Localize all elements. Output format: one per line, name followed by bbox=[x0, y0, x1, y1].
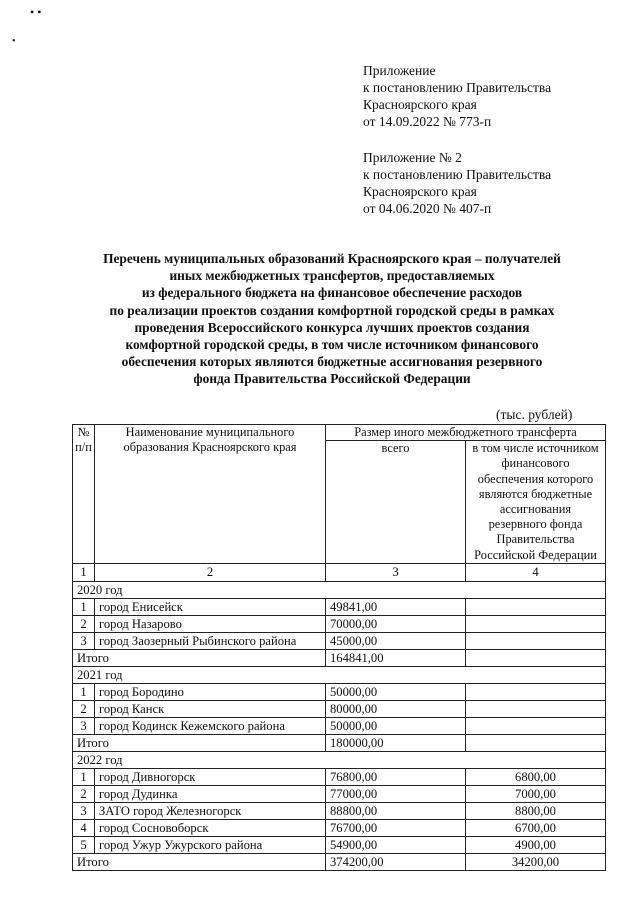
title-line: Перечень муниципальных образований Красноярского края – получателей bbox=[103, 251, 561, 266]
total-label: Итого bbox=[73, 649, 326, 666]
row-number: 2 bbox=[73, 700, 95, 717]
municipality-name: город Енисейск bbox=[95, 598, 326, 615]
table-row bbox=[73, 785, 606, 802]
header-name: Наименование муниципального образования Красноярского края bbox=[95, 425, 326, 564]
year-label: 2022 год bbox=[73, 751, 606, 768]
annex-line: Приложение № 2 bbox=[363, 150, 462, 165]
table-row bbox=[73, 632, 606, 649]
total-row bbox=[73, 853, 606, 870]
municipality-name: город Назарово bbox=[95, 615, 326, 632]
row-number: 1 bbox=[73, 598, 95, 615]
row-number: 2 bbox=[73, 785, 95, 802]
sum-reserve bbox=[466, 649, 606, 666]
municipality-name: город Канск bbox=[95, 700, 326, 717]
annex-line: от 14.09.2022 № 773-п bbox=[363, 114, 492, 129]
annex-line: Красноярского края bbox=[363, 97, 477, 112]
amount-total: 77000,00 bbox=[326, 785, 466, 802]
header-total: всего bbox=[326, 441, 466, 564]
sum-reserve bbox=[466, 734, 606, 751]
amount-reserve: 7000,00 bbox=[466, 785, 606, 802]
scan-speck: • bbox=[12, 36, 16, 47]
annex-line: Красноярского края bbox=[363, 184, 477, 199]
year-label: 2021 год bbox=[73, 666, 606, 683]
amount-reserve: 8800,00 bbox=[466, 802, 606, 819]
amount-reserve: 4900,00 bbox=[466, 836, 606, 853]
column-number: 2 bbox=[95, 563, 326, 581]
municipality-name: город Ужур Ужурского района bbox=[95, 836, 326, 853]
scan-speck: • • bbox=[30, 5, 42, 19]
table-row bbox=[73, 836, 606, 853]
annex-line: от 04.06.2020 № 407-п bbox=[363, 201, 492, 216]
amount-reserve bbox=[466, 717, 606, 734]
column-number: 1 bbox=[73, 563, 95, 581]
amount-total: 76800,00 bbox=[326, 768, 466, 785]
table-row bbox=[73, 819, 606, 836]
title-line: комфортной городской среды, в том числе источником финансового bbox=[125, 337, 539, 353]
amount-total: 54900,00 bbox=[326, 836, 466, 853]
annex-line: Приложение bbox=[363, 63, 436, 78]
table-row bbox=[73, 802, 606, 819]
header-number: № п/п bbox=[73, 425, 95, 564]
row-number: 5 bbox=[73, 836, 95, 853]
amount-total: 49841,00 bbox=[326, 598, 466, 615]
sum-total: 180000,00 bbox=[326, 734, 466, 751]
column-number: 3 bbox=[326, 563, 466, 581]
title-line: фонда Правительства Российской Федерации bbox=[193, 371, 471, 387]
table-row bbox=[73, 768, 606, 785]
amount-reserve: 6800,00 bbox=[466, 768, 606, 785]
row-number: 1 bbox=[73, 768, 95, 785]
amount-total: 70000,00 bbox=[326, 615, 466, 632]
amount-reserve: 6700,00 bbox=[466, 819, 606, 836]
municipality-name: город Дудинка bbox=[95, 785, 326, 802]
sum-reserve: 34200,00 bbox=[466, 853, 606, 870]
sum-total: 164841,00 bbox=[326, 649, 466, 666]
amount-reserve bbox=[466, 615, 606, 632]
transfers-table bbox=[72, 424, 606, 871]
row-number: 3 bbox=[73, 802, 95, 819]
total-label: Итого bbox=[73, 853, 326, 870]
municipality-name: город Сосновоборск bbox=[95, 819, 326, 836]
header-size: Размер иного межбюджетного трансферта bbox=[326, 425, 606, 441]
municipality-name: ЗАТО город Железногорск bbox=[95, 802, 326, 819]
document-title bbox=[62, 250, 602, 388]
units-label: (тыс. рублей) bbox=[496, 407, 573, 422]
total-label: Итого bbox=[73, 734, 326, 751]
table-row bbox=[73, 717, 606, 734]
table-row bbox=[73, 700, 606, 717]
amount-reserve bbox=[466, 598, 606, 615]
amount-total: 76700,00 bbox=[326, 819, 466, 836]
amount-reserve bbox=[466, 632, 606, 649]
year-row bbox=[73, 751, 606, 768]
year-label: 2020 год bbox=[73, 581, 606, 598]
table-row bbox=[73, 683, 606, 700]
row-number: 3 bbox=[73, 717, 95, 734]
amount-total: 50000,00 bbox=[326, 717, 466, 734]
row-number: 1 bbox=[73, 683, 95, 700]
amount-total: 88800,00 bbox=[326, 802, 466, 819]
amount-total: 80000,00 bbox=[326, 700, 466, 717]
annex-header-2 bbox=[363, 149, 551, 217]
title-line: иных межбюджетных трансфертов, предоставляемых bbox=[169, 268, 495, 284]
header-reserve: в том числе источником финансового обеспечения которого являются бюджетные ассигнования резервного фонда Правительства Российской Федерации bbox=[466, 441, 606, 564]
row-number: 2 bbox=[73, 615, 95, 632]
table-row bbox=[73, 615, 606, 632]
total-row bbox=[73, 734, 606, 751]
amount-total: 50000,00 bbox=[326, 683, 466, 700]
title-line: по реализации проектов создания комфортной городской среды в рамках bbox=[109, 302, 555, 318]
annex-header-1 bbox=[363, 62, 551, 130]
table-body bbox=[73, 563, 606, 870]
municipality-name: город Заозерный Рыбинского района bbox=[95, 632, 326, 649]
amount-reserve bbox=[466, 683, 606, 700]
amount-reserve bbox=[466, 700, 606, 717]
municipality-name: город Бородино bbox=[95, 683, 326, 700]
title-line: из федерального бюджета на финансовое обеспечение расходов bbox=[141, 285, 523, 301]
table-row bbox=[73, 598, 606, 615]
year-row bbox=[73, 666, 606, 683]
row-number: 4 bbox=[73, 819, 95, 836]
annex-line: к постановлению Правительства bbox=[363, 167, 552, 182]
title-line: проведения Всероссийского конкурса лучших проектов создания bbox=[134, 319, 530, 335]
title-line: обеспечения которых являются бюджетные ассигнования резервного bbox=[121, 354, 543, 370]
row-number: 3 bbox=[73, 632, 95, 649]
municipality-name: город Кодинск Кежемского района bbox=[95, 717, 326, 734]
annex-line: к постановлению Правительства bbox=[363, 80, 552, 95]
municipality-name: город Дивногорск bbox=[95, 768, 326, 785]
amount-total: 45000,00 bbox=[326, 632, 466, 649]
column-number-row bbox=[73, 563, 606, 581]
sum-total: 374200,00 bbox=[326, 853, 466, 870]
year-row bbox=[73, 581, 606, 598]
total-row bbox=[73, 649, 606, 666]
column-number: 4 bbox=[466, 563, 606, 581]
